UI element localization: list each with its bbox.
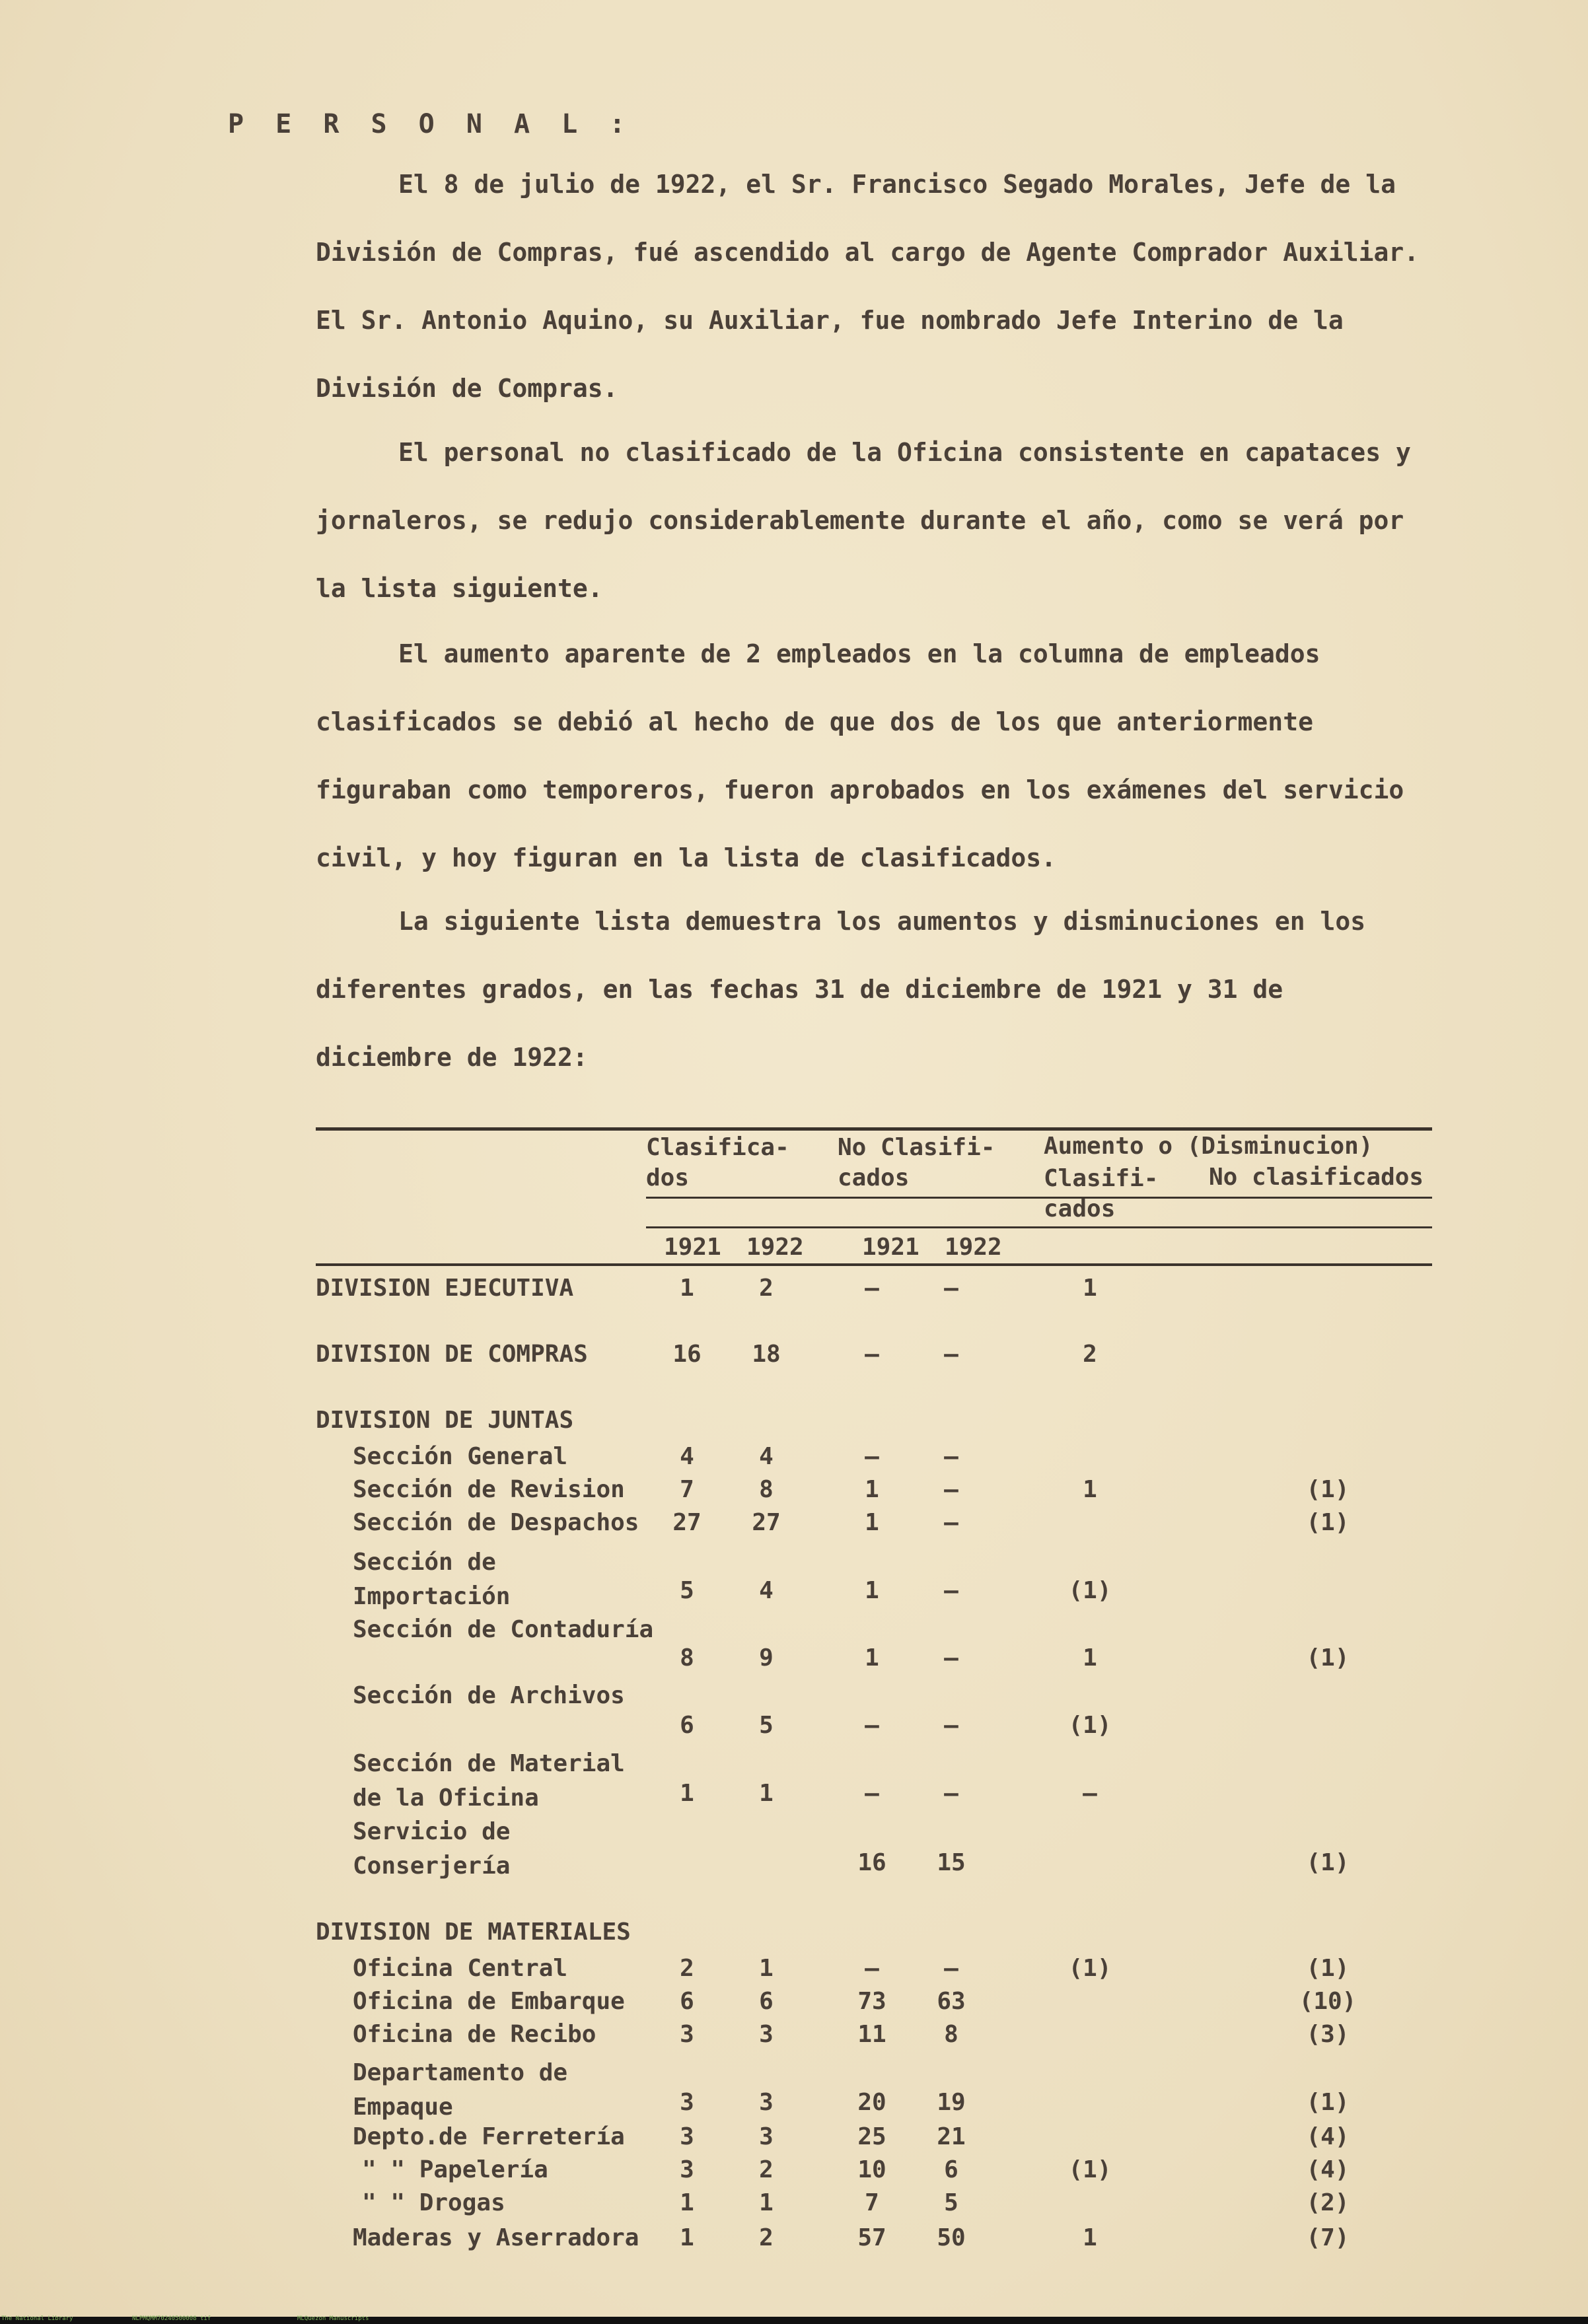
table-cell-c21: 27: [672, 1509, 702, 1536]
table-cell-c22: 6: [759, 1988, 774, 2015]
table-cell-c22: 4: [759, 1443, 774, 1470]
table-row-label: " " Drogas: [362, 2189, 505, 2216]
table-cell-ac: 1: [1083, 1275, 1097, 1302]
table-cell-c21: 6: [680, 1712, 694, 1739]
table-cell-c21: 3: [680, 2021, 694, 2048]
table-row-label: DIVISION DE COMPRAS: [316, 1341, 588, 1368]
table-cell-c22: 3: [759, 2123, 774, 2150]
table-cell-c22: 9: [759, 1644, 774, 1672]
table-cell-n21: 16: [857, 1849, 886, 1876]
table-cell-an: (1): [1306, 1955, 1350, 1982]
table-cell-c22: 3: [759, 2021, 774, 2048]
table-cell-n22: –: [944, 1443, 958, 1470]
table-cell-ac: (1): [1068, 2156, 1112, 2183]
header-aumento: Aumento o (Disminucion): [1044, 1133, 1373, 1160]
table-cell-n21: 11: [857, 2021, 886, 2048]
table-cell-an: (1): [1306, 1476, 1350, 1503]
table-row-label: DIVISION DE MATERIALES: [316, 1919, 631, 1946]
table-row-label: Oficina Central: [353, 1955, 568, 1982]
table-row-label: Servicio de Conserjería: [353, 1818, 511, 1880]
table-cell-n21: –: [865, 1341, 879, 1368]
table-cell-n22: –: [944, 1712, 958, 1739]
table-cell-an: (1): [1306, 1644, 1350, 1672]
table-cell-an: (1): [1306, 1849, 1350, 1876]
table-row-label: Oficina de Embarque: [353, 1988, 625, 2015]
table-cell-n22: 6: [944, 2156, 958, 2183]
table-cell-c22: 3: [759, 2089, 774, 2116]
table-header-rule-3: [316, 1263, 1432, 1266]
table-cell-n22: –: [944, 1780, 958, 1807]
table-row-label: Sección de Revision: [353, 1476, 625, 1503]
header-clasificados: Clasifica-dos: [646, 1134, 789, 1191]
table-row-label: Sección de Contaduría: [353, 1616, 654, 1643]
table-cell-c21: 3: [680, 2156, 694, 2183]
archive-footer: [0, 2317, 1588, 2324]
table-cell-n21: 73: [857, 1988, 886, 2015]
table-cell-an: (4): [1306, 2156, 1350, 2183]
table-cell-an: (2): [1306, 2189, 1350, 2216]
table-cell-n21: 57: [857, 2224, 886, 2251]
table-cell-c21: 1: [680, 1780, 694, 1807]
paragraph-2: El personal no clasificado de la Oficina consistente en capataces y jornaleros, se redujo considerablemente durante el año, como se verá por la lista siguiente.: [316, 438, 1411, 603]
header-year-1921-b: 1921: [862, 1234, 920, 1261]
table-row-label: DIVISION DE JUNTAS: [316, 1407, 574, 1434]
table-cell-n22: 8: [944, 2021, 958, 2048]
table-cell-c22: 2: [759, 2224, 774, 2251]
table-cell-n22: 19: [937, 2089, 966, 2116]
table-cell-n21: –: [865, 1712, 879, 1739]
table-top-rule: [316, 1127, 1432, 1131]
table-cell-n22: –: [944, 1577, 958, 1604]
table-cell-c22: 5: [759, 1712, 774, 1739]
table-cell-n21: 20: [857, 2089, 886, 2116]
table-cell-ac: (1): [1068, 1577, 1112, 1604]
table-cell-n22: –: [944, 1341, 958, 1368]
table-cell-ac: 2: [1083, 1341, 1097, 1368]
table-cell-n21: 1: [865, 1509, 879, 1536]
table-cell-n22: 21: [937, 2123, 966, 2150]
table-cell-c22: 2: [759, 2156, 774, 2183]
table-cell-n22: –: [944, 1275, 958, 1302]
table-cell-c21: 1: [680, 2189, 694, 2216]
table-cell-n22: –: [944, 1955, 958, 1982]
table-cell-ac: (1): [1068, 1712, 1112, 1739]
table-cell-ac: 1: [1083, 1476, 1097, 1503]
paragraph-3: El aumento aparente de 2 empleados en la columna de empleados clasificados se debió al hecho de que dos de los que anteriormente figuraban como temporeros, fueron aprobados en los exámenes del servicio civil, y hoy figuran en la lista de clasificados.: [316, 639, 1404, 872]
header-aumento-no-clasificados: No clasificados: [1209, 1164, 1424, 1191]
table-cell-c21: 3: [680, 2089, 694, 2116]
table-cell-c22: 18: [752, 1341, 781, 1368]
table-cell-c21: 1: [680, 2224, 694, 2251]
footer-filename: NLPMQMM70240500008 tif: [132, 2315, 211, 2322]
table-cell-n22: 15: [937, 1849, 966, 1876]
table-row-label: Departamento de Empaque: [353, 2059, 568, 2121]
header-year-1922-a: 1922: [746, 1234, 804, 1261]
table-row-label: DIVISION EJECUTIVA: [316, 1275, 574, 1302]
table-cell-an: (1): [1306, 2089, 1350, 2116]
table-cell-c21: 3: [680, 2123, 694, 2150]
table-row-label: Maderas y Aserradora: [353, 2224, 639, 2251]
table-row-label: Oficina de Recibo: [353, 2021, 596, 2048]
footer-library: The National Library: [1, 2315, 73, 2322]
table-cell-c21: 6: [680, 1988, 694, 2015]
footer-collection: MLQuezon Manuscripts: [297, 2315, 369, 2322]
table-cell-an: (7): [1306, 2224, 1350, 2251]
table-cell-n22: 50: [937, 2224, 966, 2251]
table-cell-c22: 27: [752, 1509, 781, 1536]
table-cell-c21: 5: [680, 1577, 694, 1604]
table-cell-c22: 1: [759, 1780, 774, 1807]
table-cell-n21: 1: [865, 1577, 879, 1604]
paragraph-4: La siguiente lista demuestra los aumentos y disminuciones en los diferentes grados, en las fechas 31 de diciembre de 1921 y 31 de diciembre de 1922:: [316, 907, 1366, 1072]
table-cell-an: (4): [1306, 2123, 1350, 2150]
table-cell-n21: –: [865, 1443, 879, 1470]
table-cell-ac: (1): [1068, 1955, 1112, 1982]
table-row-label: Depto.de Ferretería: [353, 2123, 625, 2150]
table-header-rule-2: [646, 1226, 1432, 1228]
table-row-label: Sección de Despachos: [353, 1509, 639, 1536]
paragraph-1: El 8 de julio de 1922, el Sr. Francisco Segado Morales, Jefe de la División de Compras, fué ascendido al cargo de Agente Comprador Auxiliar. El Sr. Antonio Aquino, su Auxiliar, fue nombrado Jefe Interino de la División de Compras.: [316, 170, 1420, 403]
table-cell-n21: 25: [857, 2123, 886, 2150]
table-cell-c22: 2: [759, 1275, 774, 1302]
header-year-1922-b: 1922: [945, 1234, 1002, 1261]
table-cell-c21: 16: [672, 1341, 702, 1368]
table-cell-an: (3): [1306, 2021, 1350, 2048]
table-cell-ac: 1: [1083, 2224, 1097, 2251]
table-cell-n22: 5: [944, 2189, 958, 2216]
table-row-label: Sección General: [353, 1443, 568, 1470]
table-cell-ac: 1: [1083, 1644, 1097, 1672]
table-cell-c22: 1: [759, 1955, 774, 1982]
table-cell-n22: 63: [937, 1988, 966, 2015]
table-cell-an: (10): [1299, 1988, 1357, 2015]
table-cell-n21: 1: [865, 1644, 879, 1672]
header-aumento-clasificados: Clasifi-cados: [1044, 1165, 1159, 1222]
table-cell-n22: –: [944, 1476, 958, 1503]
table-cell-c21: 1: [680, 1275, 694, 1302]
table-cell-c21: 7: [680, 1476, 694, 1503]
table-cell-c22: 1: [759, 2189, 774, 2216]
table-cell-c22: 8: [759, 1476, 774, 1503]
table-cell-c22: 4: [759, 1577, 774, 1604]
table-header-rule-1: [646, 1197, 1432, 1199]
table-cell-n21: –: [865, 1955, 879, 1982]
table-cell-c21: 2: [680, 1955, 694, 1982]
table-cell-n21: 1: [865, 1476, 879, 1503]
header-year-1921-a: 1921: [664, 1234, 721, 1261]
table-row-label: Sección de Material de la Oficina: [353, 1750, 625, 1812]
section-heading: P E R S O N A L :: [228, 109, 633, 139]
table-cell-n21: –: [865, 1780, 879, 1807]
table-cell-an: (1): [1306, 1509, 1350, 1536]
table-row-label: Sección de Archivos: [353, 1682, 625, 1709]
table-cell-n21: 10: [857, 2156, 886, 2183]
table-cell-c21: 4: [680, 1443, 694, 1470]
table-cell-n21: –: [865, 1275, 879, 1302]
table-cell-n22: –: [944, 1644, 958, 1672]
table-row-label: " " Papelería: [362, 2156, 548, 2183]
table-cell-n22: –: [944, 1509, 958, 1536]
table-row-label: Sección de Importación: [353, 1549, 511, 1610]
table-cell-n21: 7: [865, 2189, 879, 2216]
header-no-clasificados: No Clasifi-cados: [838, 1134, 995, 1191]
table-cell-c21: 8: [680, 1644, 694, 1672]
table-cell-ac: –: [1083, 1780, 1097, 1807]
